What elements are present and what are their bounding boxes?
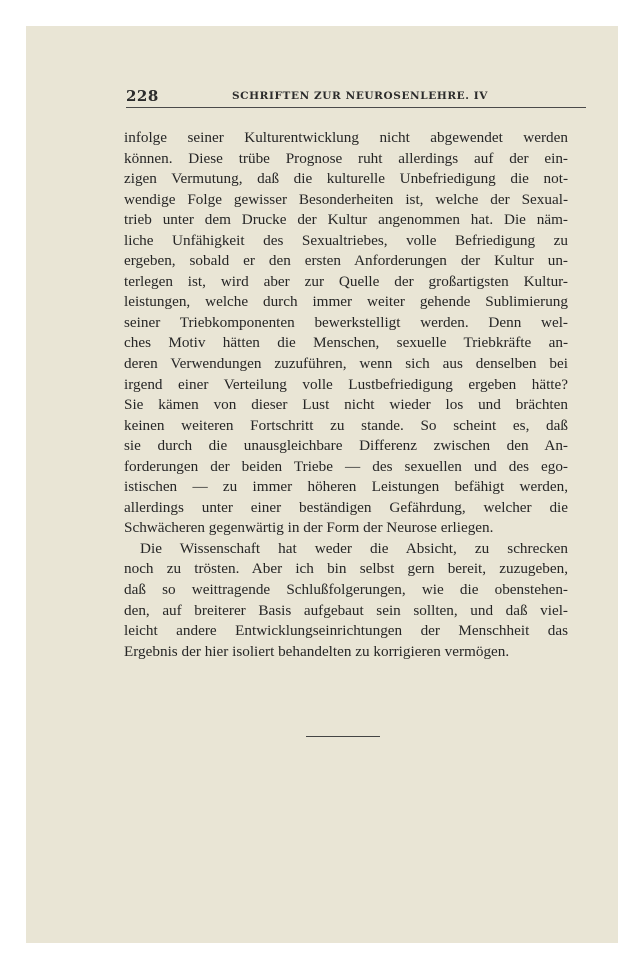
text-line: sie durch die unausgleichbare Differenz zwischen den An- bbox=[124, 437, 568, 455]
text-line: Die Wissenschaft hat weder die Absicht, zu schrecken bbox=[140, 539, 568, 557]
text-line: keinen weiteren Fortschritt zu stande. So scheint es, daß bbox=[124, 416, 568, 434]
text-line: Ergebnis der hier isoliert behandelten zu korrigieren vermögen. bbox=[124, 642, 510, 660]
text-line: seiner Triebkomponenten bewerkstelligt werden. Denn wel- bbox=[124, 313, 568, 331]
running-head: SCHRIFTEN ZUR NEUROSENLEHRE. IV bbox=[232, 90, 489, 102]
text-line: leicht andere Entwicklungseinrichtungen der Menschheit das bbox=[124, 622, 568, 640]
text-line: daß so weittragende Schlußfolgerungen, wie die obenstehen- bbox=[124, 581, 568, 599]
text-line: ches Motiv hätten die Menschen, sexuelle Triebkräfte an- bbox=[124, 334, 568, 352]
text-line: können. Diese trübe Prognose ruht allerdings auf der ein- bbox=[124, 149, 568, 167]
text-line: allerdings unter einer beständigen Gefährdung, welcher die bbox=[124, 498, 568, 516]
paragraph-2 bbox=[124, 539, 568, 662]
text-line: forderungen der beiden Triebe — des sexuellen und des ego- bbox=[124, 457, 568, 475]
text-line: Sie kämen von dieser Lust nicht wieder los und brächten bbox=[124, 396, 568, 414]
page-header bbox=[126, 87, 586, 108]
text-line: noch zu trösten. Aber ich bin selbst gern bereit, zuzugeben, bbox=[124, 560, 568, 578]
text-line: irgend einer Verteilung volle Lustbefriedigung ergeben hätte? bbox=[124, 375, 568, 393]
page-number: 228 bbox=[126, 87, 159, 105]
paragraph-1 bbox=[124, 128, 568, 539]
text-line: deren Verwendungen zuzuführen, wenn sich aus denselben bei bbox=[124, 355, 568, 373]
text-line: terlegen ist, wird aber zur Quelle der großartigsten Kultur- bbox=[124, 272, 568, 290]
body-text bbox=[124, 128, 568, 662]
text-line: trieb unter dem Drucke der Kultur angenommen hat. Die näm- bbox=[124, 211, 568, 229]
text-line: liche Unfähigkeit des Sexualtriebes, volle Befriedigung zu bbox=[124, 231, 568, 249]
text-line: den, auf breiterer Basis aufgebaut sein sollten, und daß viel- bbox=[124, 601, 568, 619]
text-line: leistungen, welche durch immer weiter gehende Sublimierung bbox=[124, 293, 568, 311]
text-line: wendige Folge gewisser Besonderheiten ist, welche der Sexual- bbox=[124, 190, 568, 208]
text-line: infolge seiner Kulturentwicklung nicht abgewendet werden bbox=[124, 129, 568, 146]
text-line: Schwächeren gegenwärtig in der Form der Neurose erliegen. bbox=[124, 519, 494, 537]
text-line: ergeben, sobald er den ersten Anforderungen der Kultur un- bbox=[124, 252, 568, 270]
text-line: zigen Vermutung, daß die kulturelle Unbefriedigung die not- bbox=[124, 170, 568, 188]
text-line: istischen — zu immer höheren Leistungen befähigt werden, bbox=[124, 478, 568, 496]
end-rule bbox=[306, 736, 380, 737]
